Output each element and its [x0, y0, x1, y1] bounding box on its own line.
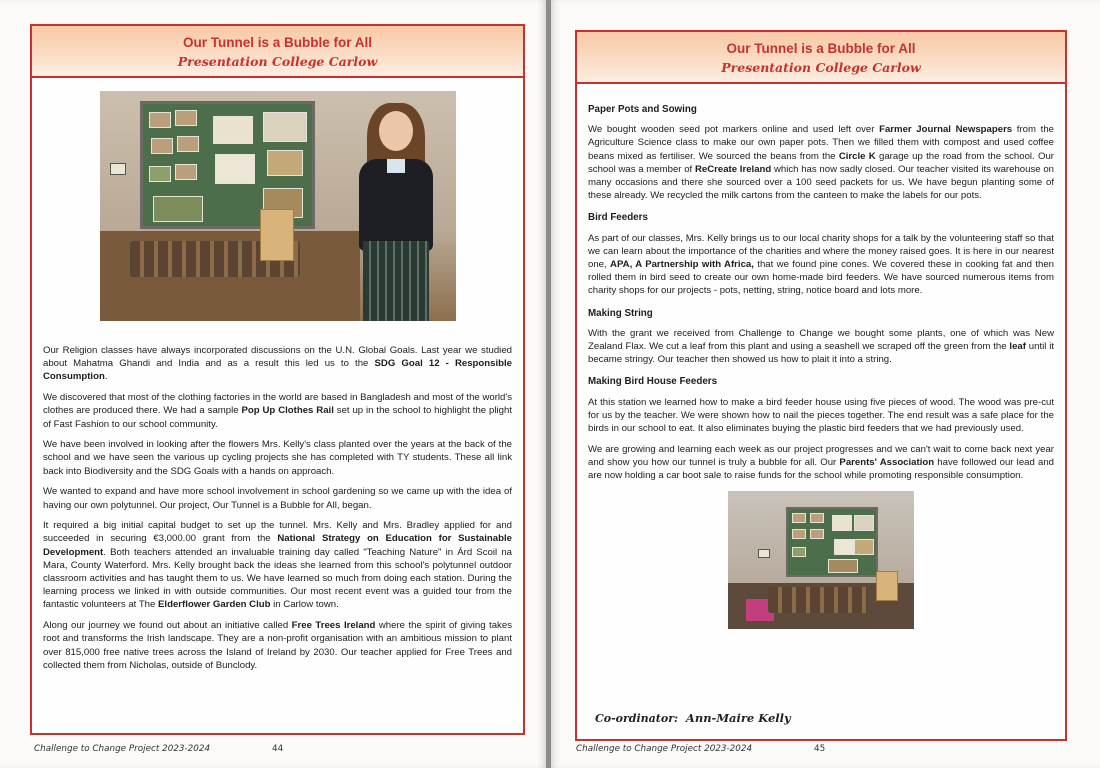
page-banner — [577, 32, 1065, 84]
banner-title: Our Tunnel is a Bubble for All — [726, 41, 916, 56]
paragraph-flowers: We have been involved in looking after the flowers Mrs. Kelly's class planted over the years at the back of the school and we have seen the various up cycling projects she has completed with TY students. These all link back into Biodiversity and the SDG Goals with a hands on approach. — [43, 439, 512, 477]
page-44 — [0, 0, 546, 768]
page-frame — [575, 30, 1067, 741]
heading-making-string: Making String — [588, 307, 653, 319]
paragraph-paper-pots: We bought wooden seed pot markers online and used left over Farmer Journal Newspapers from the Agriculture Science class to make our own paper pots. Then we filled them with compost and used coffee beans mixed as fertiliser. We sourced the beans from the Circle K garage up the road from the school. Our school was a member of ReCreate Ireland which has now sadly closed. Our teacher visited its warehouse on many occasions and there she sourced over a 100 seed packets for us. We have begun planting some of these already. We recycled the milk cartons from the canteen to make the labels for our pots. — [588, 124, 1054, 202]
paragraph-making-string: With the grant we received from Challenge to Change we bought some plants, one of which was New Zealand Flax. We cut a leaf from this plant and using a seashell we scraped off the green from the leaf until it became stringy. Our teacher then showed us how to plait it into a string. — [588, 327, 1054, 366]
paragraph-bird-feeders: As part of our classes, Mrs. Kelly brings us to our local charity shops for a talk by the volunteering staff so that we can learn about the importance of the charities and where the money raised goes. It is here in our nearest one, APA, A Partnership with Africa, that we found pine cones. We covered these in cooking fat and then rolled them in bird seed to create our own home-made bird feeders. We have sourced numerous items from charity shops for our projects - pots, netting, string, notice board and lots more. — [588, 232, 1054, 297]
bird-house — [876, 571, 898, 601]
banner-subtitle: Presentation College Carlow — [177, 54, 378, 69]
paragraph-clothing-factories: We discovered that most of the clothing factories in the world are based in Bangladesh and most of the world's clothes are produced there. We had a sample Pop Up Clothes Rail set up in the school to highlight the plight of Fast Fashion to our school community. — [43, 392, 512, 430]
page-number: 44 — [272, 744, 284, 754]
notice-board — [786, 507, 878, 577]
page-footer: Challenge to Change Project 2023-2024 — [34, 744, 211, 754]
page-45 — [551, 0, 1100, 768]
paragraph-global-goals: Our Religion classes have always incorporated discussions on the U.N. Global Goals. Last year we studied about Mahatma Ghandi and India and as a result this led us to the SDG Goal 12 - Responsible Consumption. — [43, 345, 513, 383]
heading-bird-house-feeders: Making Bird House Feeders — [588, 376, 718, 388]
paragraph-free-trees: Along our journey we found out about an initiative called Free Trees Ireland where the spirit of giving takes root and transforms the Irish landscape. They are a non-profit organisation with an ambitious mission to plant over 815,000 free native trees across the Island of Ireland by 2030. Our teacher applied for Free Trees and collected them from Nicholas, outside of Bunclody. — [43, 620, 512, 671]
student-with-display-photo — [100, 91, 456, 321]
heading-bird-feeders: Bird Feeders — [588, 212, 648, 224]
page-number: 45 — [814, 744, 826, 754]
page-content — [577, 84, 1065, 629]
student-figure — [355, 101, 437, 321]
page-banner — [32, 26, 523, 78]
heading-paper-pots: Paper Pots and Sowing — [588, 104, 697, 115]
paragraph-budget: It required a big initial capital budget to set up the tunnel. Mrs. Kelly and Mrs. Bradley applied for and succeeded in securing €3,000.00 grant from the National Strategy on Education for Sustainable Development. Both teachers attended an invaluable training day called "Teaching Nature" in Árd Scoil na Mara, County Waterford. Mrs. Kelly brought back the ideas she learned from this school's polytunnel outdoor classroom activities and has taught them to us. We have learned so much from doing each station. During the learning process we linked in with outside communities. Our most recent event was a guided tour from the fantastic volunteers at The Elderflower Garden Club in Carlow town. — [43, 520, 512, 611]
display-table-photo — [728, 491, 914, 629]
coordinator-label: Co-ordinator: — [595, 712, 679, 725]
coordinator-signature — [595, 711, 791, 725]
banner-subtitle: Presentation College Carlow — [721, 60, 921, 75]
paragraph-bird-house-feeders: At this station we learned how to make a bird feeder house using five pieces of wood. The wood was pre-cut for us by the teacher. We were shown how to nail the pieces together. The end result was a safe place for the birds in our school to eat. It also eliminates buying the plastic bird feeders that we had previously used. — [588, 396, 1054, 435]
garden-marker-sign — [110, 163, 126, 175]
paragraph-polytunnel: We wanted to expand and have more school involvement in school gardening so we came up with the idea of having our own polytunnel. Our project, Our Tunnel is a Bubble for All, began. — [43, 486, 512, 511]
page-footer: Challenge to Change Project 2023-2024 — [576, 744, 753, 754]
bird-house — [260, 209, 294, 261]
paragraph-closing: We are growing and learning each week as our project progresses and we can't wait to come back next year and show you how our tunnel is truly a bubble for all. Our Parents' Association have followed our lead and are now holding a car boot sale to raise funds for the school while promoting responsible consumption. — [588, 443, 1055, 482]
garden-marker-sign — [758, 549, 770, 558]
coordinator-name: Ann-Maire Kelly — [685, 711, 791, 725]
page-frame — [30, 24, 525, 735]
page-content — [32, 91, 523, 672]
paper-pots — [768, 587, 868, 613]
banner-title: Our Tunnel is a Bubble for All — [182, 35, 372, 50]
